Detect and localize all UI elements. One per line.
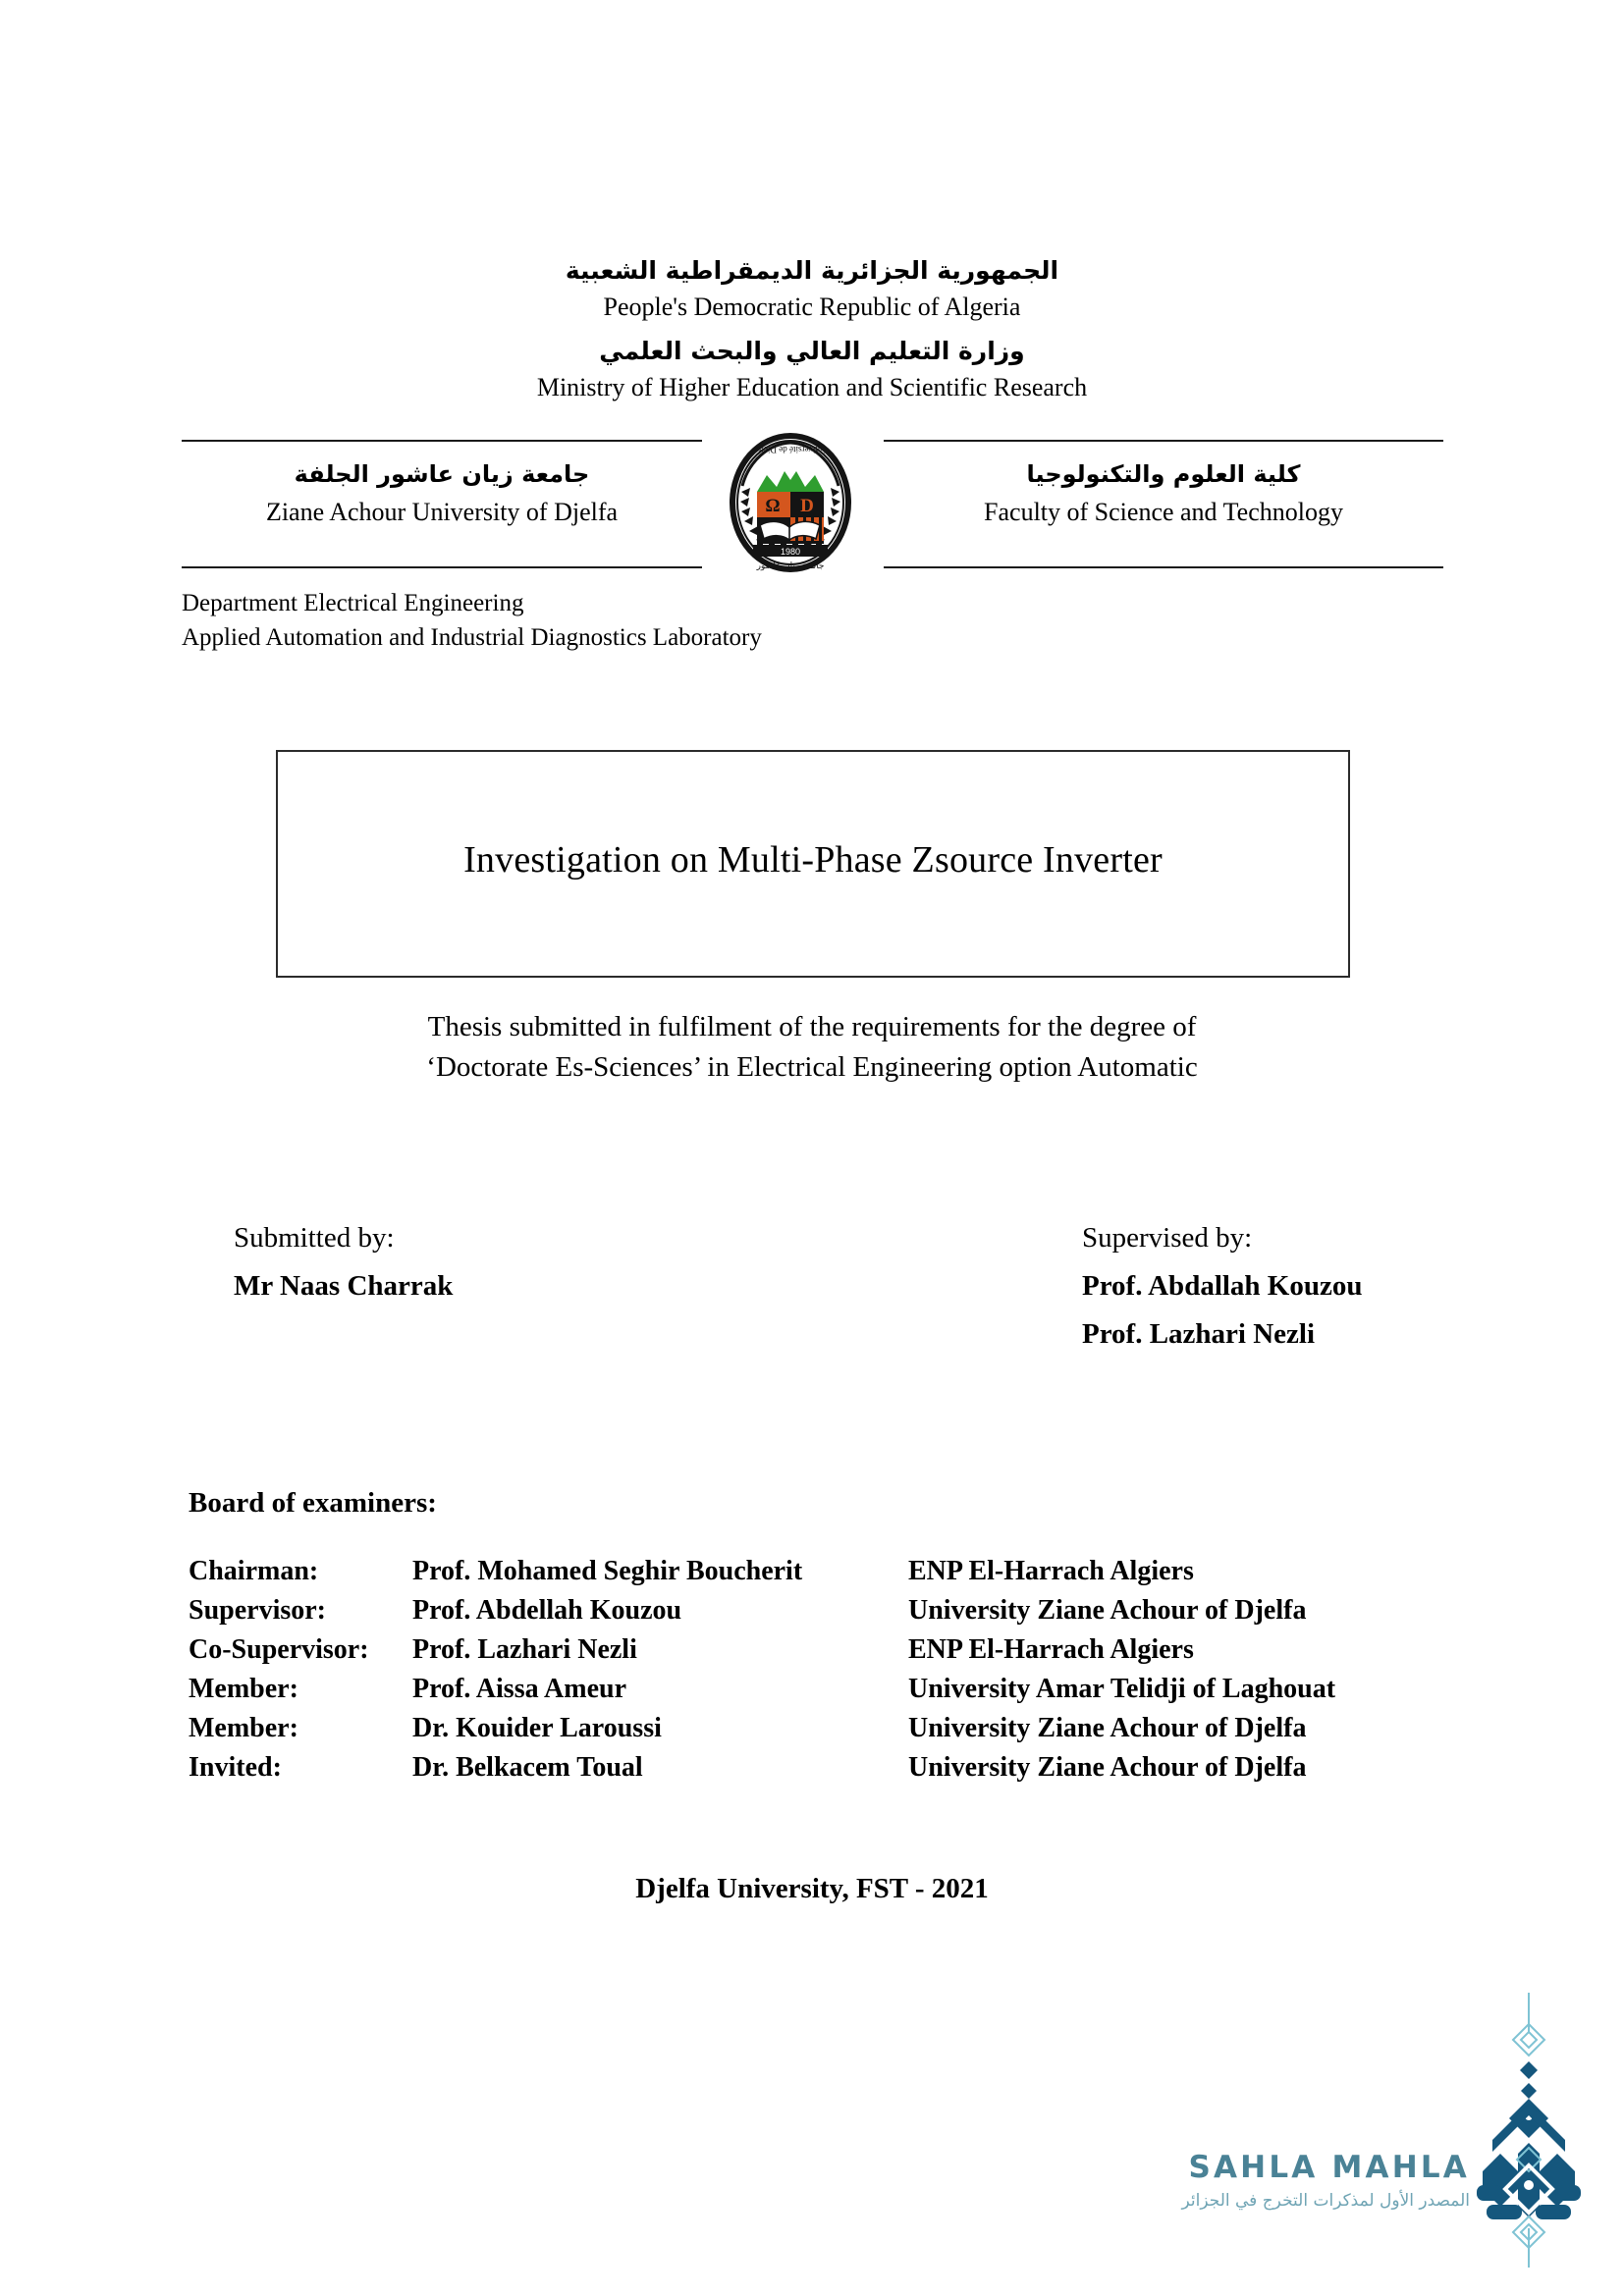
thesis-subtitle xyxy=(0,1007,1624,1088)
sahla-mahla-watermark xyxy=(1144,1993,1596,2268)
submitted-by-name: Mr Naas Charrak xyxy=(234,1270,454,1303)
svg-text:Ω: Ω xyxy=(765,496,781,516)
ministry-english: Ministry of Higher Education and Scientific Research xyxy=(536,372,1088,401)
watermark-ornament-icon xyxy=(1463,1993,1596,2268)
band-rule-bottom-left xyxy=(182,566,702,568)
svg-text:Université de Djelfa: Université de Djelfa xyxy=(754,445,827,454)
svg-text:D: D xyxy=(800,496,814,516)
board-row-affiliation: ENP El-Harrach Algiers xyxy=(908,1556,1194,1586)
board-row-role: Chairman: xyxy=(189,1556,319,1586)
university-seal-svg xyxy=(728,431,853,574)
subtitle-line-2: ‘Doctorate Es-Sciences’ in Electrical Engineering option Automatic xyxy=(426,1051,1198,1084)
submitted-by-label: Submitted by: xyxy=(234,1222,395,1254)
board-row-person: Dr. Belkacem Toual xyxy=(412,1752,643,1783)
board-row xyxy=(189,1752,1419,1791)
board-row-role: Member: xyxy=(189,1713,298,1743)
ministry-arabic: وزارة التعليم العالي والبحث العلمي xyxy=(599,337,1025,366)
board-row-affiliation: ENP El-Harrach Algiers xyxy=(908,1634,1194,1665)
supervisor-name-2: Prof. Lazhari Nezli xyxy=(1082,1318,1316,1351)
seal-year: 1980 xyxy=(780,547,801,557)
board-row-role: Invited: xyxy=(189,1752,282,1783)
board-row-affiliation: University Ziane Achour of Djelfa xyxy=(908,1752,1307,1783)
subtitle-line-1: Thesis submitted in fulfilment of the requirements for the degree of xyxy=(427,1011,1197,1042)
university-faculty-band xyxy=(182,432,1443,569)
faculty-block xyxy=(884,459,1443,529)
republic-arabic: الجمهورية الجزائرية الديمقراطية الشعبية xyxy=(565,256,1059,285)
board-row xyxy=(189,1634,1419,1674)
board-row-role: Member: xyxy=(189,1674,298,1704)
national-header xyxy=(0,253,1624,406)
board-row-role: Co-Supervisor: xyxy=(189,1634,369,1665)
svg-text:جامعة زيان عاشور: جامعة زيان عاشور xyxy=(756,561,825,571)
board-row-person: Prof. Aissa Ameur xyxy=(412,1674,627,1704)
department-block xyxy=(182,587,762,655)
university-seal-icon xyxy=(707,429,874,576)
university-name-english: Ziane Achour University of Djelfa xyxy=(265,498,619,527)
laboratory-line: Applied Automation and Industrial Diagnostics Laboratory xyxy=(182,623,762,651)
board-row-person: Prof. Lazhari Nezli xyxy=(412,1634,637,1665)
board-row-person: Dr. Kouider Laroussi xyxy=(412,1713,662,1743)
board-row-affiliation: University Ziane Achour of Djelfa xyxy=(908,1595,1307,1626)
university-name-arabic: جامعة زيان عاشور الجلفة xyxy=(294,460,590,488)
board-of-examiners-heading: Board of examiners: xyxy=(189,1487,437,1519)
board-row xyxy=(189,1713,1419,1752)
board-row-affiliation: University Amar Telidji of Laghouat xyxy=(908,1674,1336,1704)
board-row-person: Prof. Mohamed Seghir Boucherit xyxy=(412,1556,803,1586)
supervisor-name-1: Prof. Abdallah Kouzou xyxy=(1082,1270,1363,1303)
page-footer: Djelfa University, FST - 2021 xyxy=(635,1873,989,1904)
university-block xyxy=(182,459,702,529)
supervised-by-label: Supervised by: xyxy=(1082,1222,1253,1254)
band-rule-top-right xyxy=(884,440,1443,442)
thesis-title-box xyxy=(276,750,1350,978)
board-row-affiliation: University Ziane Achour of Djelfa xyxy=(908,1713,1307,1743)
thesis-title: Investigation on Multi-Phase Zsource Inverter xyxy=(463,839,1163,881)
board-row xyxy=(189,1674,1419,1713)
board-row xyxy=(189,1556,1419,1595)
watermark-text-block xyxy=(1182,2150,1470,2211)
board-row-person: Prof. Abdellah Kouzou xyxy=(412,1595,682,1626)
republic-english: People's Democratic Republic of Algeria xyxy=(603,292,1021,321)
board-row-role: Supervisor: xyxy=(189,1595,326,1626)
watermark-brand-name: SAHLA MAHLA xyxy=(1188,2150,1470,2185)
supervised-by-block xyxy=(1082,1217,1363,1355)
board-row xyxy=(189,1595,1419,1634)
board-of-examiners-table xyxy=(189,1556,1419,1791)
band-rule-bottom-right xyxy=(884,566,1443,568)
faculty-name-english: Faculty of Science and Technology xyxy=(984,498,1343,527)
watermark-tagline: المصدر الأول لمذكرات التخرج في الجزائر xyxy=(1181,2191,1470,2211)
submitted-by-block xyxy=(234,1217,453,1307)
band-rule-top-left xyxy=(182,440,702,442)
department-line: Department Electrical Engineering xyxy=(182,590,524,616)
faculty-name-arabic: كلية العلوم والتكنولوجيا xyxy=(1026,460,1301,488)
